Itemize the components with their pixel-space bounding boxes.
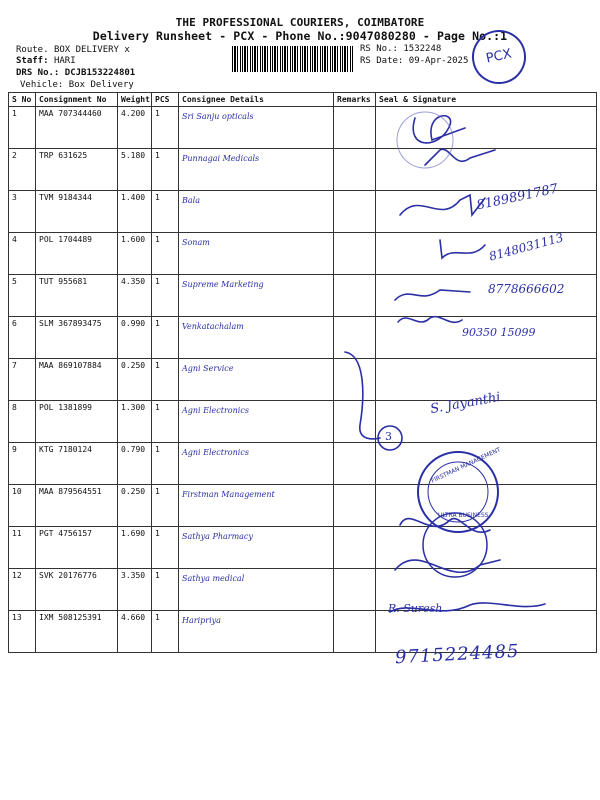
pcs-cell: 1 — [152, 149, 179, 191]
col-remarks: Remarks — [334, 93, 376, 107]
col-consignment: Consignment No — [36, 93, 118, 107]
pcs-cell: 1 — [152, 107, 179, 149]
staff-value: HARI — [53, 56, 76, 66]
consignment-cell: MAA 869107884 — [36, 359, 118, 401]
consignment-cell: KTG 7180124 — [36, 443, 118, 485]
rs-date-value: 09-Apr-2025 — [408, 56, 469, 66]
rs-no-label: RS No.: — [360, 44, 398, 54]
consignment-cell: PGT 4756157 — [36, 527, 118, 569]
pcs-cell: 1 — [152, 275, 179, 317]
consignment-cell: POL 1704489 — [36, 233, 118, 275]
handwritten-phone-row-5: 8778666602 — [488, 282, 565, 296]
handwritten-phone-row-6: 90350 15099 — [462, 326, 536, 339]
consignment-cell: TVM 9184344 — [36, 191, 118, 233]
seal-text-top: FIRSTMAN MANAGEMENT — [430, 446, 502, 485]
consignment-cell: MAA 879564551 — [36, 485, 118, 527]
signature-row-4 — [440, 240, 485, 258]
weight-cell: 5.180 — [118, 149, 152, 191]
consignee-cell: Agni Electronics — [179, 401, 334, 443]
sno-cell: 6 — [9, 317, 36, 359]
consignee-cell: Supreme Marketing — [179, 275, 334, 317]
handwritten-signature-row-13: R. Suresh — [388, 602, 443, 615]
row-11-seal — [423, 513, 487, 577]
consignment-cell: MAA 707344460 — [36, 107, 118, 149]
pcs-cell: 1 — [152, 317, 179, 359]
consignee-cell: Sri Sanju opticals — [179, 107, 334, 149]
sno-cell: 4 — [9, 233, 36, 275]
pcs-cell: 1 — [152, 485, 179, 527]
pcs-cell: 1 — [152, 611, 179, 653]
col-weight: Weight — [118, 93, 152, 107]
rs-no-value: 1532248 — [403, 44, 442, 54]
sno-cell: 2 — [9, 149, 36, 191]
company-title: THE PROFESSIONAL COURIERS, COIMBATORE — [175, 16, 425, 29]
row-1-seal — [397, 112, 453, 168]
consignee-cell: Venkatachalam — [179, 317, 334, 359]
consignee-cell: Agni Electronics — [179, 443, 334, 485]
handwritten-name-row-8: S. Jayanthi — [429, 389, 502, 418]
sno-cell: 10 — [9, 485, 36, 527]
col-pcs: PCS — [152, 93, 179, 107]
consignment-cell: SLM 367893475 — [36, 317, 118, 359]
consignment-cell: TRP 631625 — [36, 149, 118, 191]
handwritten-phone-row-4: 8148031113 — [487, 230, 565, 264]
weight-cell: 4.350 — [118, 275, 152, 317]
sno-cell: 12 — [9, 569, 36, 611]
signature-row-12 — [395, 560, 500, 572]
sno-cell: 8 — [9, 401, 36, 443]
sno-cell: 13 — [9, 611, 36, 653]
seal-text-bottom: ULTRA BUSINESS — [438, 512, 489, 519]
sno-cell: 5 — [9, 275, 36, 317]
col-seal-signature: Seal & Signature — [376, 93, 597, 107]
signature-row-6 — [398, 317, 462, 323]
pcs-cell: 1 — [152, 443, 179, 485]
weight-cell: 0.250 — [118, 485, 152, 527]
handwritten-phone-row-3: 8189891787 — [475, 181, 560, 214]
pcs-cell: 1 — [152, 233, 179, 275]
staff-label: Staff: — [16, 56, 49, 66]
sno-cell: 11 — [9, 527, 36, 569]
weight-cell: 1.600 — [118, 233, 152, 275]
consignee-cell: Bala — [179, 191, 334, 233]
bracket-rows-7-9 — [345, 352, 380, 439]
signature-row-5 — [395, 290, 470, 300]
signature-row-2 — [425, 149, 495, 165]
signature-row-3 — [400, 195, 485, 215]
weight-cell: 0.250 — [118, 359, 152, 401]
consignee-cell: Sonam — [179, 233, 334, 275]
weight-cell: 4.660 — [118, 611, 152, 653]
consignee-cell: Punnagai Medicals — [179, 149, 334, 191]
weight-cell: 0.990 — [118, 317, 152, 359]
rs-date-label: RS Date: — [360, 56, 404, 66]
pcs-cell: 1 — [152, 527, 179, 569]
col-sno: S No — [9, 93, 36, 107]
sno-cell: 1 — [9, 107, 36, 149]
route-label: Route. — [16, 45, 49, 55]
consignee-cell: Sathya Pharmacy — [179, 527, 334, 569]
pcs-cell: 1 — [152, 359, 179, 401]
weight-cell: 1.300 — [118, 401, 152, 443]
bracket-count: 3 — [385, 430, 392, 443]
pcx-stamp: PCX — [467, 25, 531, 89]
route-value: BOX DELIVERY x — [53, 45, 130, 55]
pcs-cell: 1 — [152, 569, 179, 611]
consignee-cell: Agni Service — [179, 359, 334, 401]
consignee-cell: Haripriya — [179, 611, 334, 653]
weight-cell: 4.200 — [118, 107, 152, 149]
sno-cell: 9 — [9, 443, 36, 485]
consignment-cell: SVK 20176776 — [36, 569, 118, 611]
sno-cell: 3 — [9, 191, 36, 233]
consignee-cell: Sathya medical — [179, 569, 334, 611]
consignment-cell: IXM 508125391 — [36, 611, 118, 653]
pcs-cell: 1 — [152, 401, 179, 443]
sno-cell: 7 — [9, 359, 36, 401]
vehicle-value: Box Delivery — [68, 80, 134, 90]
col-consignee: Consignee Details — [179, 93, 334, 107]
consignment-cell: TUT 955681 — [36, 275, 118, 317]
weight-cell: 3.350 — [118, 569, 152, 611]
weight-cell: 0.790 — [118, 443, 152, 485]
handwritten-phone-bottom: 9715224485 — [394, 640, 520, 669]
consignee-cell: Firstman Management — [179, 485, 334, 527]
vehicle-label: Vehicle: — [20, 80, 64, 90]
pcs-cell: 1 — [152, 191, 179, 233]
signature-row-1 — [413, 116, 465, 143]
weight-cell: 1.690 — [118, 527, 152, 569]
drs-value: DCJB153224801 — [64, 68, 136, 78]
drs-label: DRS No.: — [16, 68, 60, 78]
consignment-cell: POL 1381899 — [36, 401, 118, 443]
weight-cell: 1.400 — [118, 191, 152, 233]
runsheet-subtitle: Delivery Runsheet - PCX - Phone No.:9047080280 - Page No.:1 — [92, 29, 508, 43]
